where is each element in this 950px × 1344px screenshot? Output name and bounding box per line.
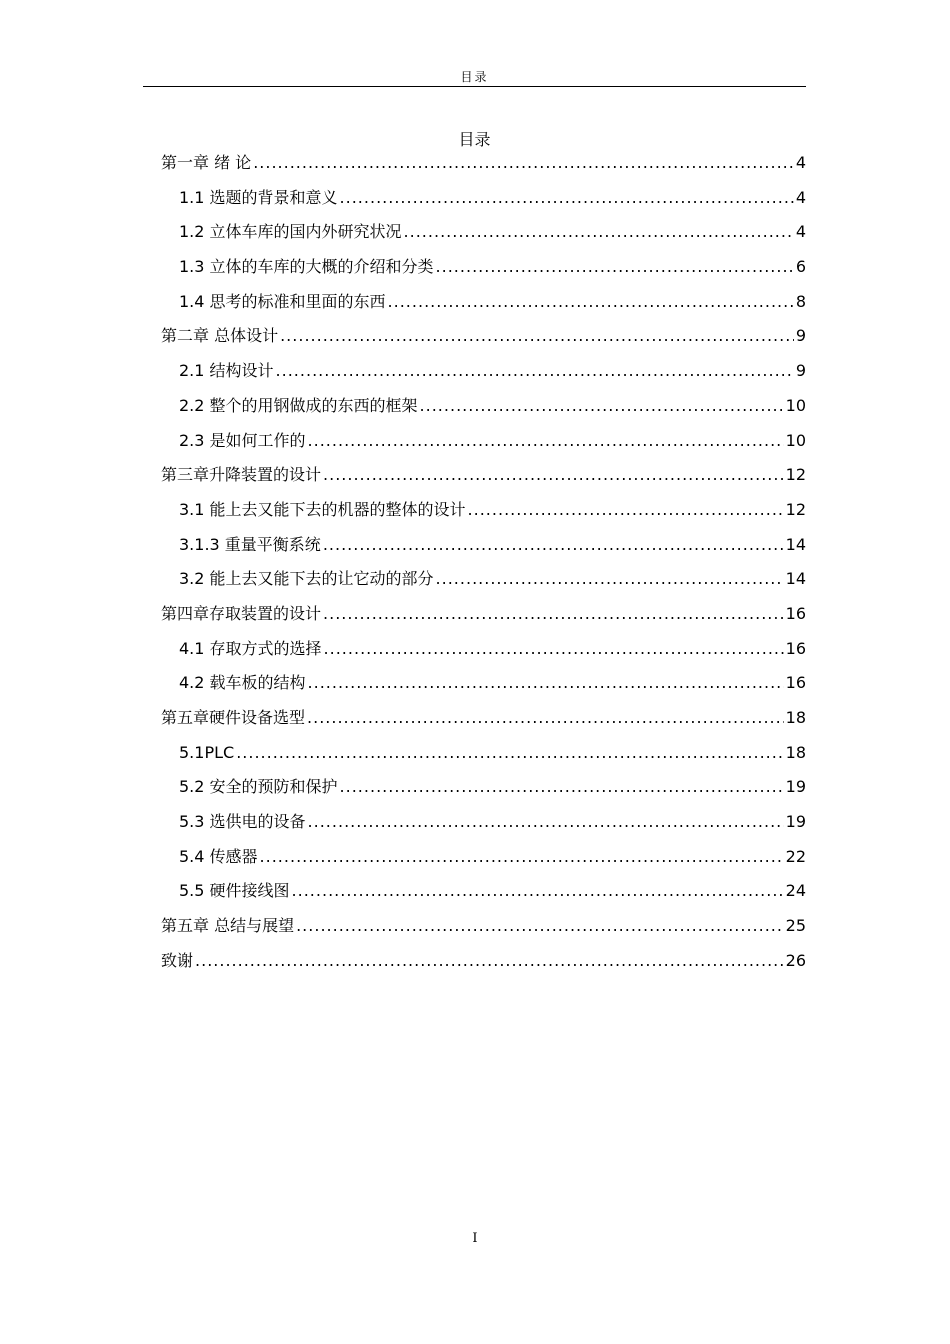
toc-entry-page: 18 <box>785 708 806 727</box>
toc-entry[interactable] <box>161 740 806 775</box>
toc-entry-title: 3.1 能上去又能下去的机器的整体的设计 <box>179 499 466 519</box>
toc-dot-leader <box>436 566 784 592</box>
toc-entry-page: 19 <box>785 812 806 832</box>
toc-entry-page: 12 <box>785 499 806 519</box>
toc-title: 目录 <box>458 130 491 149</box>
toc-entry[interactable] <box>161 150 806 185</box>
toc-entry[interactable] <box>161 844 806 879</box>
toc-entry[interactable] <box>161 254 806 289</box>
toc-entry[interactable] <box>161 636 806 671</box>
toc-dot-leader <box>308 809 784 835</box>
toc-entry-page: 24 <box>785 881 806 901</box>
toc-entry[interactable] <box>161 185 806 220</box>
toc-entry-page: 25 <box>785 916 806 936</box>
toc-entry-page: 16 <box>785 673 806 693</box>
running-title: 目录 <box>460 70 489 84</box>
toc-entry-title: 5.3 选供电的设备 <box>179 812 306 832</box>
toc-entry[interactable] <box>161 705 806 740</box>
toc-entry-page: 4 <box>795 187 806 207</box>
toc-entry-title: 第五章 总结与展望 <box>161 916 295 936</box>
toc-entry[interactable] <box>161 809 806 844</box>
toc-entry-title: 2.2 整个的用钢做成的东西的框架 <box>179 395 418 415</box>
toc-entry[interactable] <box>161 774 806 809</box>
toc-entry-page: 22 <box>785 846 806 866</box>
toc-entry[interactable] <box>161 601 806 636</box>
toc-dot-leader <box>308 428 784 454</box>
toc-dot-leader <box>324 636 784 662</box>
toc-entry[interactable] <box>161 428 806 463</box>
toc-entry[interactable] <box>161 532 806 567</box>
toc-entry-page: 16 <box>785 638 806 658</box>
toc-entry-page: 9 <box>795 361 806 381</box>
toc-entry-title: 1.1 选题的背景和意义 <box>179 187 338 207</box>
toc-entry-page: 10 <box>785 430 806 450</box>
toc-dot-leader <box>253 150 794 176</box>
toc-entry-title: 4.1 存取方式的选择 <box>179 638 322 658</box>
toc-entry-title: 3.1.3 重量平衡系统 <box>179 534 321 554</box>
toc-dot-leader <box>323 532 784 558</box>
toc-dot-leader <box>260 844 784 870</box>
toc-entry[interactable] <box>161 566 806 601</box>
toc-dot-leader <box>340 774 784 800</box>
toc-entry-page: 19 <box>785 777 806 797</box>
toc-entry-page: 4 <box>795 153 806 172</box>
toc-entry-title: 第四章存取装置的设计 <box>161 603 322 623</box>
toc-dot-leader <box>195 948 784 974</box>
toc-entry-page: 12 <box>785 465 806 485</box>
toc-dot-leader <box>404 219 794 245</box>
toc-entry-title: 第三章升降装置的设计 <box>161 465 322 485</box>
toc-dot-leader <box>388 289 794 315</box>
toc-entry-title: 2.3 是如何工作的 <box>179 430 306 450</box>
toc-entry-title: 4.2 载车板的结构 <box>179 673 306 693</box>
toc-dot-leader <box>308 670 784 696</box>
page-number: I <box>472 1231 478 1246</box>
toc-dot-leader <box>307 705 784 731</box>
toc-entry-page: 14 <box>785 569 806 589</box>
toc-entry[interactable] <box>161 948 806 983</box>
page-header <box>143 66 806 87</box>
toc-entry-page: 26 <box>785 950 806 970</box>
toc-entry[interactable] <box>161 289 806 324</box>
toc-entry-title: 第二章 总体设计 <box>161 326 279 346</box>
toc-entry[interactable] <box>161 462 806 497</box>
toc-entry[interactable] <box>161 323 806 358</box>
toc-entry-title: 5.4 传感器 <box>179 846 258 866</box>
toc-dot-leader <box>323 462 784 488</box>
toc-dot-leader <box>236 740 783 766</box>
toc-entry[interactable] <box>161 358 806 393</box>
toc-entry-page: 9 <box>795 326 806 346</box>
toc-entry-title: 5.1PLC <box>179 742 235 762</box>
toc-entry-title: 5.2 安全的预防和保护 <box>179 777 338 797</box>
toc-entry-title: 第五章硬件设备选型 <box>161 708 306 727</box>
toc-dot-leader <box>468 497 784 523</box>
toc-entry-page: 10 <box>785 395 806 415</box>
toc-entry-page: 8 <box>795 291 806 311</box>
toc-entry[interactable] <box>161 219 806 254</box>
toc-dot-leader <box>292 878 784 904</box>
toc-dot-leader <box>323 601 784 627</box>
toc-entry-title: 第一章 绪 论 <box>161 153 252 172</box>
toc-entry-title: 1.2 立体车库的国内外研究状况 <box>179 222 402 242</box>
toc-dot-leader <box>420 393 784 419</box>
toc-entry-page: 14 <box>785 534 806 554</box>
toc-entry[interactable] <box>161 670 806 705</box>
table-of-contents <box>161 150 806 983</box>
toc-entry-page: 16 <box>785 603 806 623</box>
toc-dot-leader <box>280 323 794 349</box>
toc-entry-title: 2.1 结构设计 <box>179 361 274 381</box>
toc-entry-title: 1.4 思考的标准和里面的东西 <box>179 291 386 311</box>
toc-entry-page: 6 <box>795 257 806 277</box>
toc-entry[interactable] <box>161 878 806 913</box>
toc-dot-leader <box>436 254 794 280</box>
toc-entry-page: 4 <box>795 222 806 242</box>
toc-entry[interactable] <box>161 393 806 428</box>
toc-entry[interactable] <box>161 497 806 532</box>
toc-entry-title: 致谢 <box>161 950 194 970</box>
toc-entry[interactable] <box>161 913 806 948</box>
toc-dot-leader <box>296 913 784 939</box>
toc-entry-title: 1.3 立体的车库的大概的介绍和分类 <box>179 257 434 277</box>
toc-dot-leader <box>276 358 794 384</box>
toc-entry-page: 18 <box>785 742 806 762</box>
toc-entry-title: 3.2 能上去又能下去的让它动的部分 <box>179 569 434 589</box>
toc-entry-title: 5.5 硬件接线图 <box>179 881 290 901</box>
toc-dot-leader <box>340 185 794 211</box>
